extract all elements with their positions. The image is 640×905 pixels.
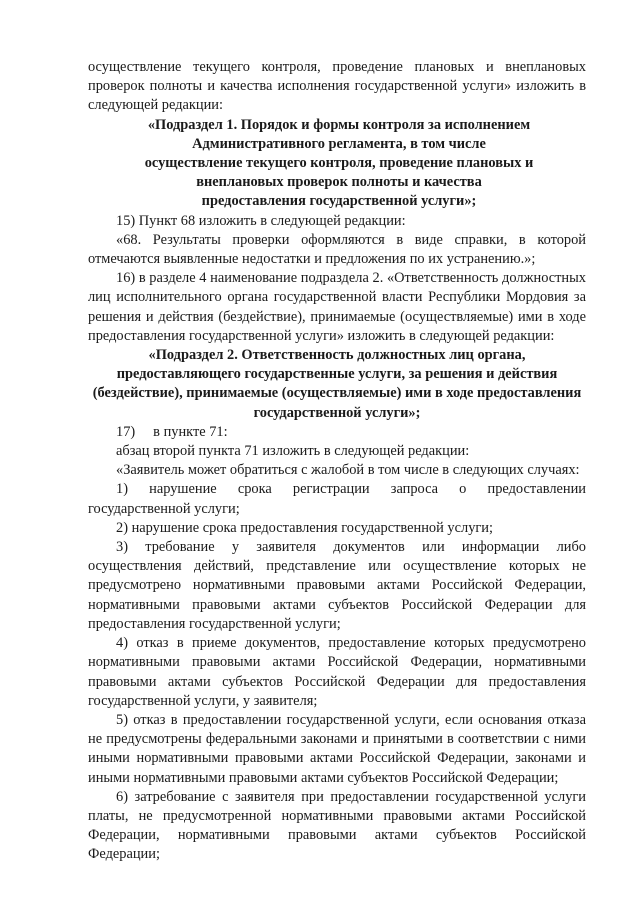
- paragraph-complaint-intro: «Заявитель может обратиться с жалобой в том числе в следующих случаях:: [116, 462, 580, 479]
- document-page: [88, 58, 586, 865]
- paragraph-intro: осуществление текущего контроля, проведение плановых и внеплановых проверок полноты и качества исполнения государственной услуги» изложить в следующей редакции:: [88, 59, 586, 114]
- list-item-2: 2) нарушение срока предоставления государственной услуги;: [116, 519, 493, 536]
- list-item-1: 1) нарушение срока регистрации запроса о предоставлении государственной услуги;: [88, 481, 586, 517]
- list-item-4: 4) отказ в приеме документов, предоставление которых предусмотрено нормативными правовыми актами Российской Федерации, нормативными правовыми актами субъектов Российской Федерации для предоставления государственной услуги, у заявителя;: [88, 635, 586, 709]
- paragraph-item-16: 16) в разделе 4 наименование подраздела 2. «Ответственность должностных лиц исполнительного органа государственной власти Республики Мордовия за решения и действия (бездействие), принимаемые (осуществляемые) ими в ходе предоставления государственной услуги» изложить в следующей редакции:: [88, 270, 586, 344]
- list-item-6: 6) затребование с заявителя при предоставлении государственной услуги платы, не предусмотренной нормативными правовыми актами Российской Федерации, нормативными правовыми актами субъектов Российской Федерации;: [88, 788, 586, 863]
- paragraph-item-17: 17) в пункте 71:: [116, 423, 228, 440]
- paragraph-item-15: 15) Пункт 68 изложить в следующей редакции:: [116, 212, 406, 229]
- heading-subsection-2: «Подраздел 2. Ответственность должностных лиц органа, предоставляющего государственные услуги, за решения и действия (бездействие), принимаемые (осуществляемые) ими в ходе предоставления государственной услуги»;: [92, 347, 582, 421]
- heading-subsection-1: «Подраздел 1. Порядок и формы контроля за исполнением Административного регламента, в том числе осуществление текущего контроля, проведение плановых и внеплановых проверок полноты и качества предоставления государственной услуги»;: [144, 116, 534, 210]
- list-item-5: 5) отказ в предоставлении государственной услуги, если основания отказа не предусмотрены федеральными законами и принятыми в соответствии с ними иными нормативными правовыми актами Российской Федерации, законами и иными нормативными правовыми актами субъектов Российской Федерации;: [88, 711, 586, 786]
- paragraph-abzac: абзац второй пункта 71 изложить в следующей редакции:: [116, 443, 470, 460]
- list-item-3: 3) требование у заявителя документов или информации либо осуществления действий, представление или осуществление которых не предусмотрено нормативными правовыми актами Российской Федерации, нормативными правовыми актами субъектов Российской Федерации для предоставления государственной услуги;: [88, 539, 586, 632]
- paragraph-item-68-text: «68. Результаты проверки оформляются в виде справки, в которой отмечаются выявленные недостатки и предложения по их устранению.»;: [88, 231, 586, 268]
